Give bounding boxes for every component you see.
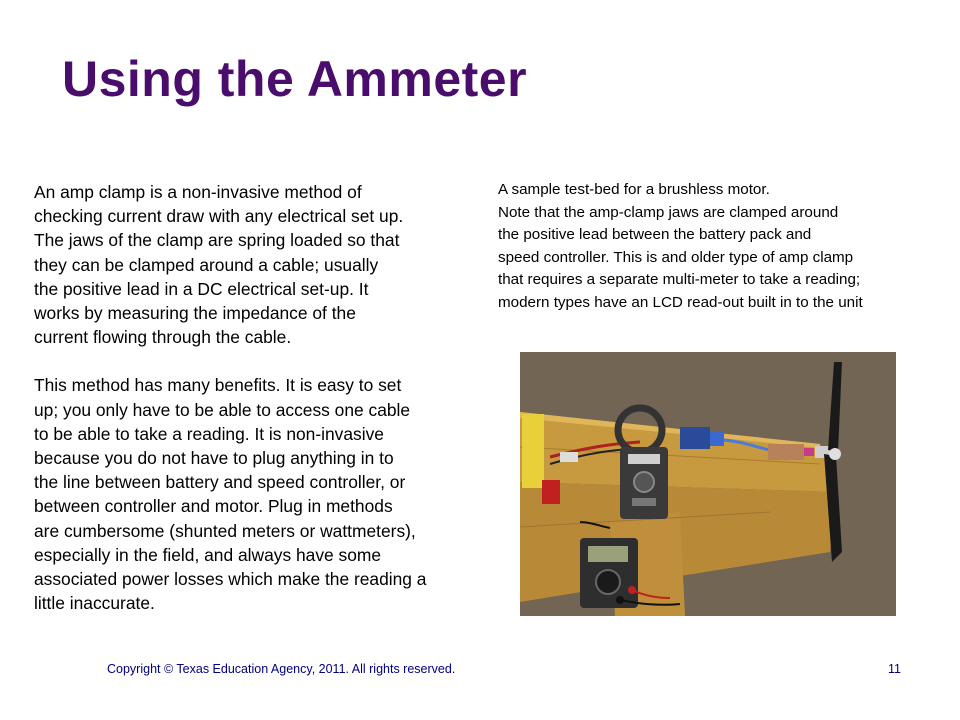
text-line: This method has many benefits. It is easy to set: [34, 375, 402, 396]
body-text: [34, 180, 494, 615]
caption-line: that requires a separate multi-meter to take a reading;: [498, 271, 861, 289]
caption-line: modern types have an LCD read-out built in to the unit: [498, 293, 863, 311]
text-line: because you do not have to plug anything in to: [34, 448, 394, 469]
text-line: they can be clamped around a cable; usually: [34, 254, 379, 275]
text-line: checking current draw with any electrical set up.: [34, 206, 404, 227]
photo-caption: [498, 179, 956, 315]
text-line: An amp clamp is a non-invasive method of: [34, 182, 362, 202]
caption-line: A sample test-bed for a brushless motor.: [498, 181, 770, 198]
test-bed-photo: [520, 352, 896, 616]
text-line: especially in the field, and always have some: [34, 544, 382, 565]
text-line: between controller and motor. Plug in methods: [34, 496, 393, 517]
text-line: associated power losses which make the reading a: [34, 569, 427, 590]
text-line: the positive lead in a DC electrical set-up. It: [34, 278, 369, 299]
text-line: up; you only have to be able to access one cable: [34, 399, 411, 420]
paragraph-benefits: [34, 373, 494, 615]
text-line: little inaccurate.: [34, 593, 155, 614]
text-line: works by measuring the impedance of the: [34, 303, 356, 324]
text-line: The jaws of the clamp are spring loaded so that: [34, 230, 400, 251]
caption-line: Note that the amp-clamp jaws are clamped around: [498, 203, 839, 221]
caption-line: the positive lead between the battery pack and: [498, 226, 812, 244]
text-line: the line between battery and speed controller, or: [34, 472, 406, 493]
slide-title: Using the Ammeter: [62, 51, 528, 107]
caption-line: speed controller. This is and older type of amp clamp: [498, 248, 854, 266]
text-line: to be able to take a reading. It is non-invasive: [34, 423, 384, 444]
page-number: 11: [888, 662, 901, 676]
copyright-footer: Copyright © Texas Education Agency, 2011. All rights reserved.: [107, 662, 456, 676]
paragraph-amp-clamp: [34, 180, 494, 349]
text-line: current flowing through the cable.: [34, 327, 292, 348]
text-line: are cumbersome (shunted meters or wattmeters),: [34, 520, 416, 541]
